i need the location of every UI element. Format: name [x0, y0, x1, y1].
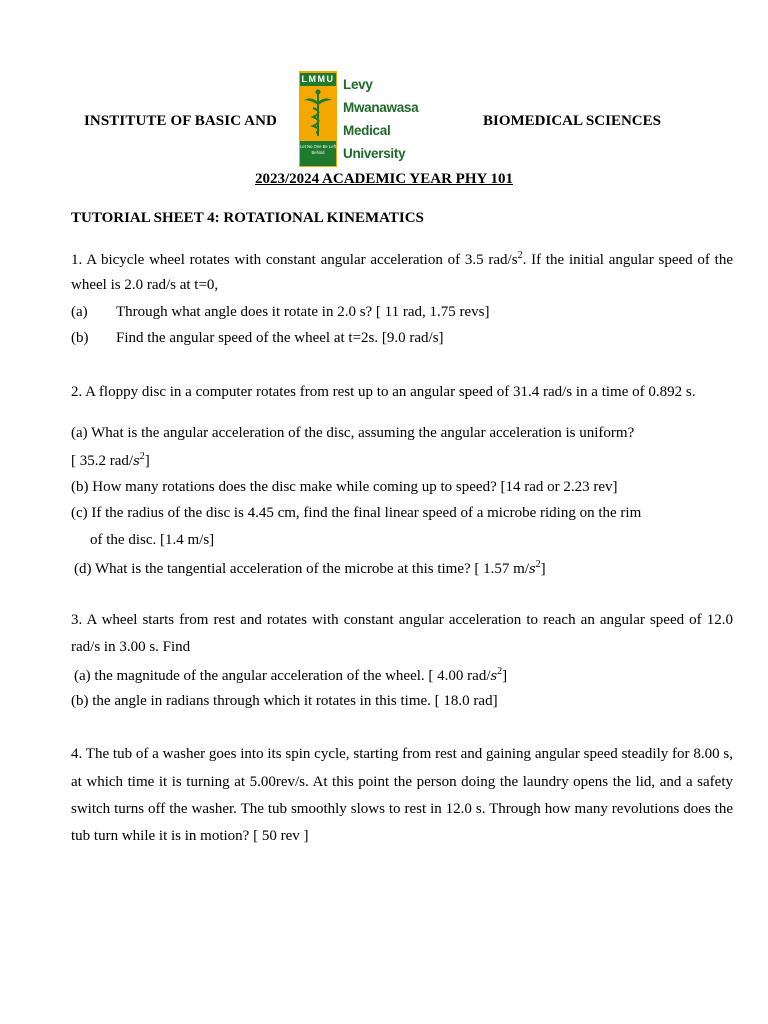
q3-a-post: ]	[502, 668, 508, 684]
logo-word-levy: Levy	[343, 77, 373, 92]
logo-strip	[299, 71, 337, 167]
q3-b-text: (b) the angle in radians through which it rotates in this time. [ 18.0 rad]	[71, 693, 498, 709]
q2-c-line-2: of the disc. [1.4 m/s]	[90, 532, 215, 548]
q2-d-sup: 2	[535, 559, 541, 570]
university-logo	[299, 71, 419, 167]
sheet-title: TUTORIAL SHEET 4: ROTATIONAL KINEMATICS	[71, 210, 424, 226]
q2-a-answer	[71, 451, 150, 470]
q1-line-2: wheel is 2.0 rad/s at t=0,	[71, 277, 219, 293]
q2-b-text: (b) How many rotations does the disc make while coming up to speed? [14 rad or 2.23 rev]	[71, 479, 618, 495]
q2-line-1: 2. A floppy disc in a computer rotates from rest up to an angular speed of 31.4 rad/s in a time of 0.892 s.	[71, 384, 696, 400]
q1-superscript: 2	[517, 250, 523, 261]
q2-d-unit: s	[528, 562, 536, 577]
academic-year-line	[0, 171, 768, 188]
academic-year-text: 2023/2024 ACADEMIC YEAR PHY 101	[254, 171, 514, 187]
q2-c-line-1: (c) If the radius of the disc is 4.45 cm, find the final linear speed of a microbe riding on the rim	[71, 505, 642, 521]
q1-text-a: 1. A bicycle wheel rotates with constant angular acceleration of 3.5 rad/s	[71, 252, 518, 268]
q1-line-1	[71, 250, 733, 269]
q1-a-text: Through what angle does it rotate in 2.0 s? [ 11 rad, 1.75 revs]	[116, 304, 490, 320]
q4-line-3: switch turns off the washer. The tub smoothly slows to rest in 12.0 s. Through how many revolutions does the	[71, 801, 733, 817]
q2-a-answer-pre: [ 35.2 rad/	[71, 453, 134, 469]
q1-text-b: . If the initial angular speed of the	[522, 252, 734, 268]
logo-word-mwanawasa: Mwanawasa	[343, 100, 419, 115]
header-left-text: INSTITUTE OF BASIC AND	[84, 113, 277, 129]
q2-a-answer-post: ]	[144, 453, 150, 469]
q2-d-pre: (d) What is the tangential acceleration of the microbe at this time? [ 1.57 m/	[74, 561, 529, 577]
q2-a-line-1: (a) What is the angular acceleration of the disc, assuming the angular acceleration is uniform?	[71, 425, 635, 441]
logo-motto: Let No One Be Left Behind	[300, 141, 336, 166]
header-right-text: BIOMEDICAL SCIENCES	[483, 113, 661, 129]
logo-word-university: University	[343, 146, 406, 161]
q1-a-label: (a)	[71, 304, 88, 320]
q1-b-text: Find the angular speed of the wheel at t=2s. [9.0 rad/s]	[116, 330, 444, 346]
q3-line-1: 3. A wheel starts from rest and rotates with constant angular acceleration to reach an angular speed of 12.0	[71, 612, 733, 628]
q2-d-post: ]	[540, 561, 546, 577]
logo-word-medical: Medical	[343, 123, 391, 138]
q2-d-text	[74, 559, 546, 578]
q3-a-pre: (a) the magnitude of the angular acceleration of the wheel. [ 4.00 rad/	[74, 668, 491, 684]
q4-line-4: tub turn while it is in motion? [ 50 rev ]	[71, 828, 309, 844]
q4-line-1: 4. The tub of a washer goes into its spin cycle, starting from rest and gaining angular speed steadily for 8.00 s,	[71, 746, 733, 762]
q2-a-answer-sup: 2	[139, 451, 145, 462]
q2-a-answer-unit: s	[133, 454, 140, 469]
q3-a-unit: s	[490, 669, 498, 684]
logo-abbr: LMMU	[301, 74, 335, 84]
q3-a-sup: 2	[497, 666, 503, 677]
q3-line-2: rad/s in 3.00 s. Find	[71, 639, 191, 655]
q1-b-label: (b)	[71, 330, 89, 346]
q4-line-2: at which time it is turning at 5.00rev/s. At this point the person doing the laundry opens the lid, and a safety	[71, 774, 733, 790]
q3-a-text	[74, 666, 507, 685]
caduceus-icon	[302, 88, 334, 138]
